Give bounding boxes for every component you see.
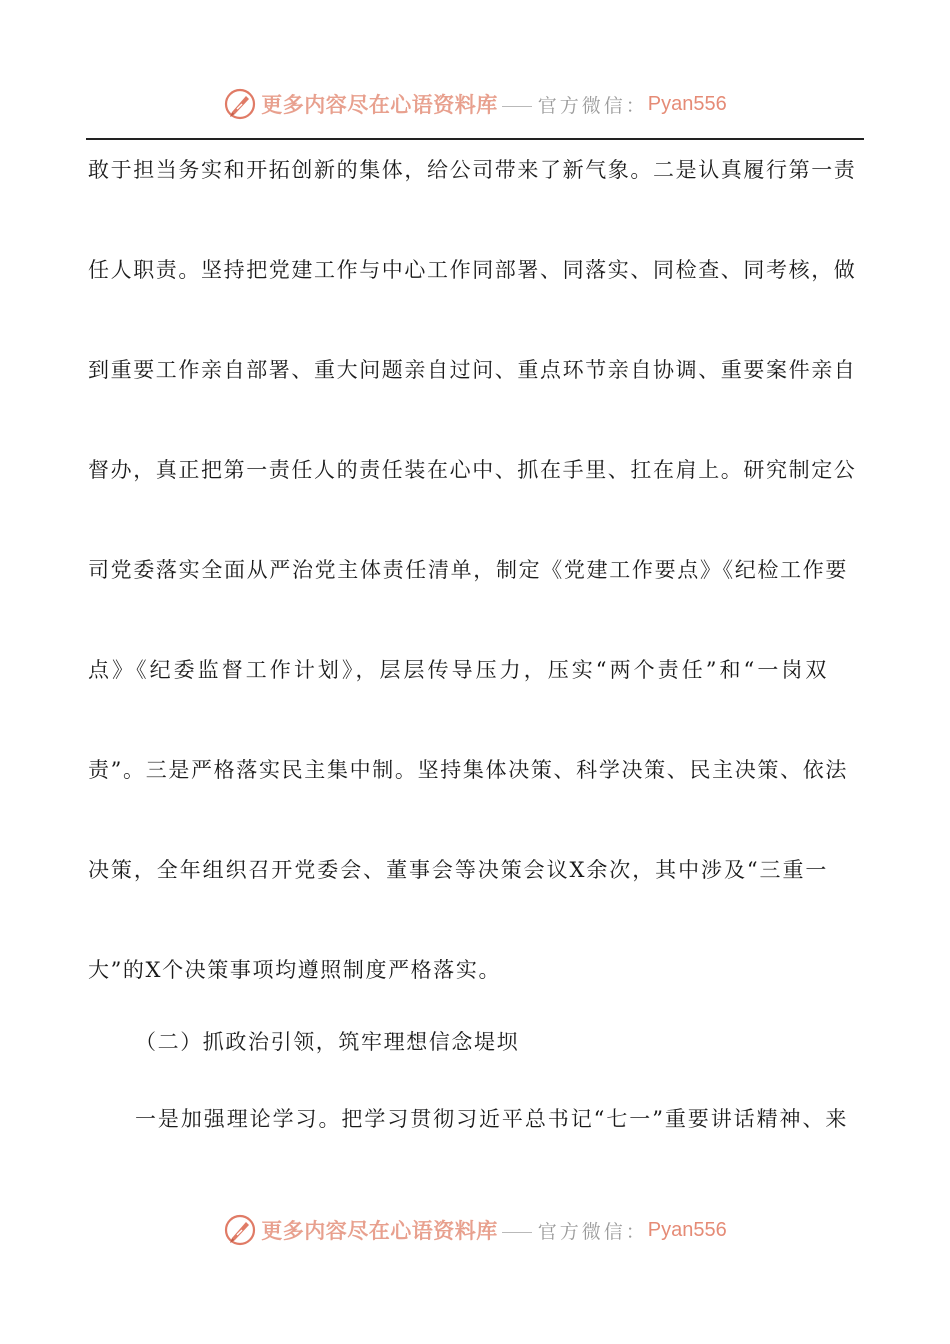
paragraph-line: 大”的X个决策事项均遵照制度严格落实。 bbox=[88, 958, 502, 982]
banner-dash bbox=[502, 1232, 532, 1233]
paragraph-line: 责”。三是严格落实民主集中制。坚持集体决策、科学决策、民主决策、依法 bbox=[88, 758, 848, 782]
paragraph-line: 任人职责。坚持把党建工作与中心工作同部署、同落实、同检查、同考核，做 bbox=[88, 258, 857, 282]
banner-dash bbox=[502, 106, 532, 107]
paragraph-line: 点》《纪委监督工作计划》，层层传导压力，压实“两个责任”和“一岗双 bbox=[88, 658, 828, 682]
wechat-label: 官方微信： bbox=[537, 1220, 648, 1243]
paragraph-line: 司党委落实全面从严治党主体责任清单，制定《党建工作要点》《纪检工作要 bbox=[88, 558, 848, 582]
pen-logo-icon bbox=[223, 1213, 257, 1247]
wechat-id: Pyan556 bbox=[647, 1218, 727, 1241]
paragraph-line: 决策，全年组织召开党委会、董事会等决策会议X余次，其中涉及“三重一 bbox=[88, 858, 828, 882]
paragraph-line: 敢于担当务实和开拓创新的集体，给公司带来了新气象。二是认真履行第一责 bbox=[88, 158, 857, 182]
footer-banner bbox=[0, 1208, 950, 1252]
wechat-id: Pyan556 bbox=[647, 92, 727, 115]
paragraph-line: 督办，真正把第一责任人的责任装在心中、抓在手里、扛在肩上。研究制定公 bbox=[88, 458, 857, 482]
brand-text: 更多内容尽在心语资料库 bbox=[261, 92, 498, 117]
pen-logo-icon bbox=[223, 87, 257, 121]
brand-text: 更多内容尽在心语资料库 bbox=[261, 1218, 498, 1243]
header-divider bbox=[86, 138, 864, 140]
paragraph-line: 到重要工作亲自部署、重大问题亲自过问、重点环节亲自协调、重要案件亲自 bbox=[88, 358, 857, 382]
header-banner bbox=[0, 82, 950, 126]
paragraph-line: 一是加强理论学习。把学习贯彻习近平总书记“七一”重要讲话精神、来 bbox=[135, 1107, 848, 1131]
section-heading: （二）抓政治引领，筑牢理想信念堤坝 bbox=[135, 1030, 520, 1054]
wechat-label: 官方微信： bbox=[537, 94, 648, 117]
